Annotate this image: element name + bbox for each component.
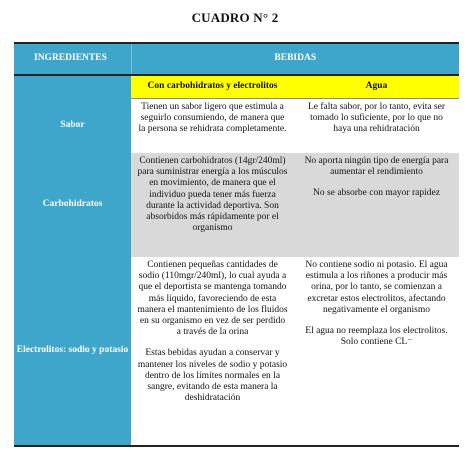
cell-text: Estas bebidas ayudan a conservar y mantener los niveles de sodio y potasio dentro de los límites normales en la sangre, evitando de esta manera la deshidratación: [137, 348, 288, 404]
cell-text: Tienen un sabor ligero que estimula a seguirlo consumiendo, de manera que la persona se rehidrata completamente.: [138, 102, 287, 135]
cell-text: Le falta sabor, por lo tanto, evita ser tomado lo suficiente, por lo que no haya una rehidratación: [307, 102, 446, 135]
cell-text: No contiene sodio ni potasio. El agua estimula a los riñones a producir más orina, por lo tanto, se comienzan a excretar estos electrolitos, afectando negativamente el organismo: [305, 260, 448, 315]
row-label: Electrolitos: sodio y potasio: [14, 257, 131, 446]
header-ingredients: INGREDIENTES: [14, 43, 131, 75]
row-label: Sabor: [14, 99, 131, 154]
cell-text: Contienen pequeñas cantidades de sodio (110mgr/240ml), lo cual ayuda a que el deportista se mantenga tomando más líquido, favoreciendo de esta manera el mantenimiento de los fluidos en su organismo en vez de ser perdido a través de la orina: [137, 260, 288, 338]
table-cell: [131, 257, 294, 446]
table-title: CUADRO N° 2: [191, 10, 279, 25]
table-row: [14, 153, 459, 257]
table-row: [14, 257, 459, 446]
table-cell: [131, 99, 294, 154]
table-cell: [294, 99, 459, 154]
table-subheader-row: [14, 75, 459, 99]
subheader-water: Agua: [294, 75, 459, 99]
row-label: Carbohidratos: [14, 153, 131, 257]
subheader-carb-electrolytes: Con carbohidratos y electrolitos: [131, 75, 294, 99]
cell-text: Contienen carbohidratos (14gr/240ml) para suministrar energía a los músculos en movimiento, de manera que el individuo pueda tener más fuerza durante la actividad deportiva. Son absorbidos más rápidamente por el organismo: [137, 156, 288, 234]
comparison-table: [14, 42, 459, 447]
table-header-row: [14, 43, 459, 75]
cell-text: No aporta ningún tipo de energía para aumentar el rendimiento: [304, 156, 449, 178]
table-cell: [131, 153, 294, 257]
table-cell: [294, 153, 459, 257]
cell-text: El agua no reemplaza los electrolitos. Solo contiene CL⁻: [305, 326, 448, 348]
header-drinks: BEBIDAS: [131, 43, 459, 75]
table-cell: [294, 257, 459, 446]
cell-text: No se absorbe con mayor rapidez: [313, 188, 440, 199]
table-row: [14, 99, 459, 154]
subheader-empty-cell: [14, 75, 131, 99]
